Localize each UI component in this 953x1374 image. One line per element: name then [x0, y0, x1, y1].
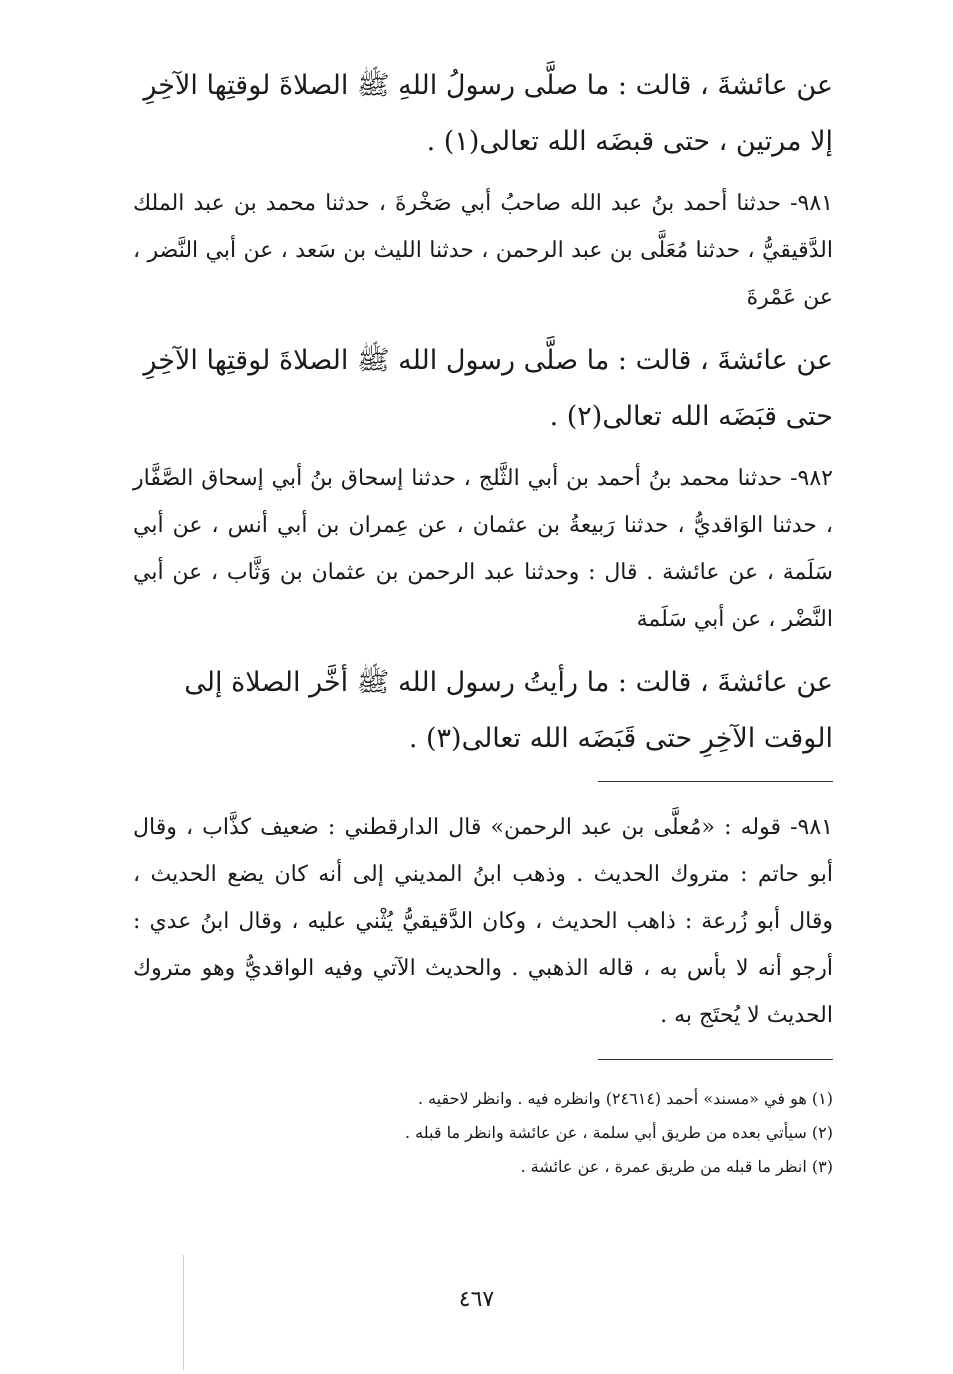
- commentary-981: ٩٨١- قوله : «مُعلَّى بن عبد الرحمن» قال الدارقطني : ضعيف كذَّاب ، وقال أبو حاتم : متروك الحديث . وذهب ابنُ المديني إلى أنه كان يضع الحديث ، وقال أبو زُرعة : ذاهب الحديث ، وكان الدَّقيقيُّ يُثْني عليه ، وقال ابنُ عدي : أرجو أنه لا بأس به ، قاله الذهبي . والحديث الآتي وفيه الواقديُّ وهو متروك الحديث لا يُحتَج به .: [133, 815, 833, 1028]
- footnote-2: (٢) سيأتي بعده من طريق أبي سلمة ، عن عائشة وانظر ما قبله .: [404, 1123, 833, 1142]
- scan-edge-line: [183, 1255, 184, 1370]
- hadith-text-1-line-1: عن عائشةَ ، قالت : ما صلَّى رسولُ اللهِ ﷺ الصلاةَ لوقتِها الآخِرِ: [143, 70, 833, 101]
- footnote-3: (٣) انظر ما قبله من طريق عمرة ، عن عائشة .: [520, 1157, 833, 1176]
- separator-line: [598, 781, 833, 782]
- hadith-text-1-line-2: إلا مرتين ، حتى قبضَه الله تعالى(١) .: [426, 126, 833, 157]
- footnote-1: (١) هو في «مسند» أحمد (٢٤٦١٤) وانظره فيه . وانظر لاحقيه .: [417, 1089, 833, 1108]
- hadith-text-3-line-2: الوقت الآخِرِ حتى قَبَضَه الله تعالى(٣) .: [408, 723, 833, 754]
- isnad-982: ٩٨٢- حدثنا محمد بنُ أحمد بن أبي الثَّلج ، حدثنا إسحاق بنُ أبي إسحاق الصَّفَّار ، حدثنا الوَاقديُّ ، حدثنا رَبيعةُ بن عثمان ، عن عِمران بن أبي أنس ، عن أبي سَلَمة ، عن عائشة . قال : وحدثنا عبد الرحمن بن عثمان بن وَثَّاب ، عن أبي النَّضْر ، عن أبي سَلَمة: [133, 466, 833, 632]
- page-number: ٤٦٧: [458, 1287, 495, 1312]
- hadith-text-2-line-1: عن عائشةَ ، قالت : ما صلَّى رسول الله ﷺ الصلاةَ لوقتِها الآخِرِ: [143, 345, 833, 376]
- isnad-981: ٩٨١- حدثنا أحمد بنُ عبد الله صاحبُ أبي صَخْرةَ ، حدثنا محمد بن عبد الملك الدَّقيقيُّ ، حدثنا مُعَلَّى بن عبد الرحمن ، حدثنا الليث بن سَعد ، عن أبي النَّضر ، عن عَمْرةَ: [133, 191, 833, 310]
- footnote-separator: [598, 1059, 833, 1060]
- page-body: [133, 58, 833, 1338]
- hadith-text-2-line-2: حتى قبَضَه الله تعالى(٢) .: [549, 401, 833, 432]
- hadith-text-3-line-1: عن عائشةَ ، قالت : ما رأيتُ رسول الله ﷺ أخَّر الصلاة إلى: [184, 667, 833, 698]
